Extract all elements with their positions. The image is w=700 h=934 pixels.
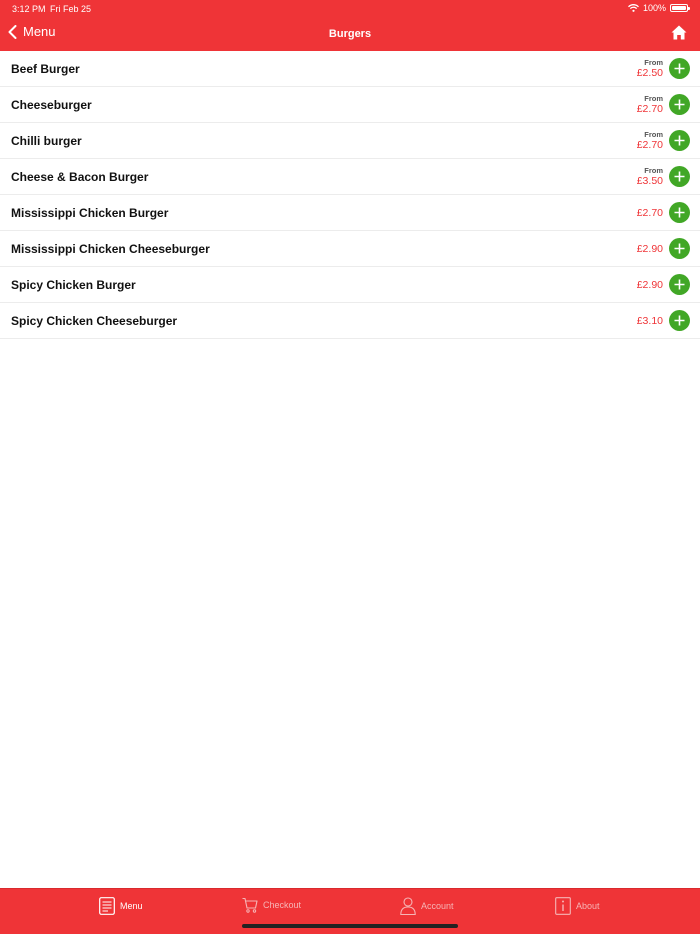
status-date: Fri Feb 25	[50, 4, 92, 14]
item-price: £2.70	[636, 139, 663, 151]
item-name: Beef Burger	[11, 61, 80, 76]
plus-icon	[674, 99, 685, 110]
list-item[interactable]	[0, 267, 700, 303]
item-name: Mississippi Chicken Cheeseburger	[11, 241, 210, 256]
list-item[interactable]	[0, 159, 700, 195]
item-price: £2.70	[636, 103, 663, 115]
list-item[interactable]	[0, 51, 700, 87]
list-item[interactable]	[0, 303, 700, 339]
plus-icon	[674, 315, 685, 326]
plus-icon	[674, 243, 685, 254]
tab-about[interactable]	[555, 897, 600, 915]
item-price: £3.10	[636, 314, 663, 327]
tab-menu[interactable]	[99, 897, 143, 915]
price-block	[637, 303, 663, 338]
item-name: Cheeseburger	[11, 97, 92, 112]
item-name: Chilli burger	[11, 133, 82, 148]
item-price: £2.50	[636, 67, 663, 79]
price-from-label: From	[644, 58, 663, 67]
item-name: Mississippi Chicken Burger	[11, 205, 169, 220]
cart-icon	[242, 897, 258, 913]
plus-icon	[674, 171, 685, 182]
price-block	[637, 231, 663, 266]
price-from-label: From	[644, 94, 663, 103]
item-name: Cheese & Bacon Burger	[11, 169, 149, 184]
item-price: £2.90	[636, 242, 663, 255]
add-item-button[interactable]	[669, 238, 690, 259]
home-button[interactable]	[671, 25, 687, 45]
status-time: 3:12 PM	[12, 4, 46, 14]
plus-icon	[674, 279, 685, 290]
home-icon	[671, 25, 687, 40]
add-item-button[interactable]	[669, 310, 690, 331]
add-item-button[interactable]	[669, 130, 690, 151]
price-block	[637, 87, 663, 122]
item-price: £3.50	[636, 175, 663, 187]
plus-icon	[674, 207, 685, 218]
price-block	[637, 195, 663, 230]
add-item-button[interactable]	[669, 94, 690, 115]
app-header	[0, 0, 700, 51]
price-block	[637, 123, 663, 158]
info-icon	[555, 897, 571, 915]
menu-list	[0, 51, 700, 339]
tab-label: Menu	[120, 901, 143, 911]
add-item-button[interactable]	[669, 58, 690, 79]
add-item-button[interactable]	[669, 166, 690, 187]
add-item-button[interactable]	[669, 274, 690, 295]
back-button-label: Menu	[23, 24, 56, 39]
tab-account[interactable]	[400, 897, 454, 915]
item-price: £2.70	[636, 206, 663, 219]
item-name: Spicy Chicken Cheeseburger	[11, 313, 178, 328]
status-bar	[0, 0, 700, 18]
item-price: £2.90	[636, 278, 663, 291]
page-title: Burgers	[328, 28, 372, 40]
menu-book-icon	[99, 897, 115, 915]
item-name: Spicy Chicken Burger	[11, 277, 136, 292]
tab-label: About	[576, 901, 600, 911]
wifi-icon	[628, 4, 639, 12]
price-from-label: From	[644, 130, 663, 139]
list-item[interactable]	[0, 87, 700, 123]
price-from-label: From	[644, 166, 663, 175]
tab-label: Account	[421, 901, 454, 911]
battery-icon	[670, 4, 688, 12]
price-block	[637, 267, 663, 302]
plus-icon	[674, 135, 685, 146]
list-item[interactable]	[0, 195, 700, 231]
status-right	[628, 3, 688, 13]
list-item[interactable]	[0, 123, 700, 159]
tab-label: Checkout	[263, 900, 302, 910]
battery-percent: 100%	[642, 3, 666, 13]
tab-checkout[interactable]	[242, 897, 301, 913]
person-icon	[400, 897, 416, 915]
plus-icon	[674, 63, 685, 74]
list-item[interactable]	[0, 231, 700, 267]
price-block	[637, 51, 663, 86]
price-block	[637, 159, 663, 194]
add-item-button[interactable]	[669, 202, 690, 223]
home-indicator	[242, 924, 458, 928]
